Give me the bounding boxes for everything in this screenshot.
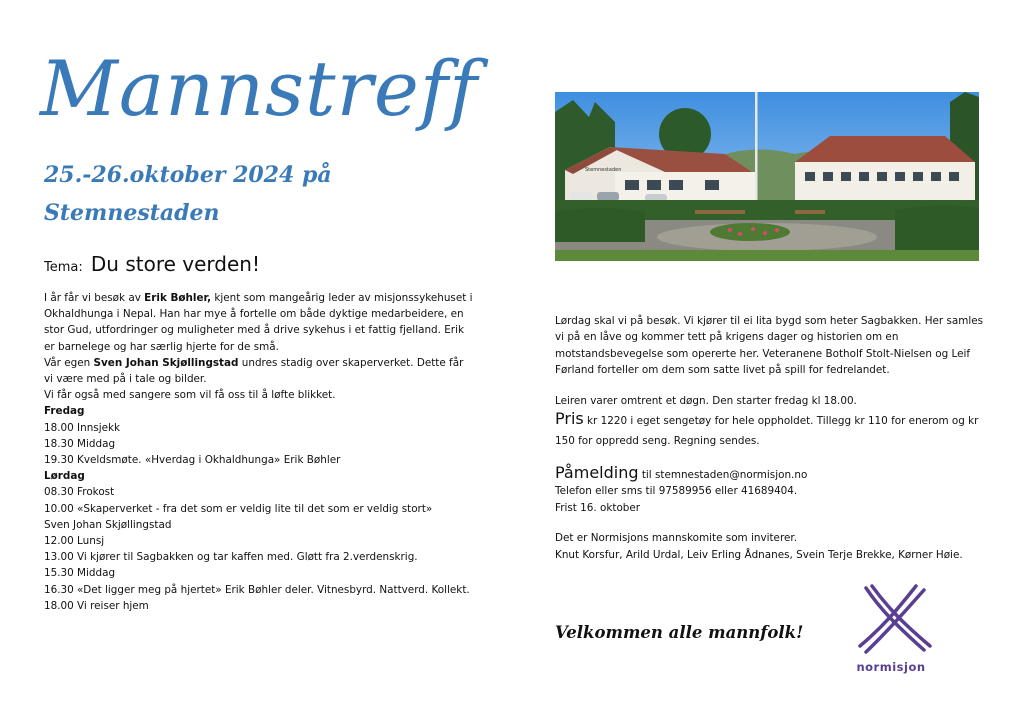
committee-text: Knut Korsfur, Arild Urdal, Leiv Erling Ådnanes, Svein Terje Brekke, Kørner Høie. (555, 548, 963, 561)
speaker-name: Erik Bøhler, (144, 292, 212, 304)
welcome-text: Velkommen alle mannfolk! (555, 623, 804, 642)
phone-text: Telefon eller sms til 97589956 eller 41689404. (555, 485, 798, 498)
price-info (555, 409, 985, 451)
intro-paragraph-2 (44, 355, 474, 387)
schedule-item: 08.30 Frokost (44, 486, 115, 499)
theme-value: Du store verden! (90, 252, 260, 276)
left-column (44, 290, 474, 614)
building-sign: Stemnestaden (585, 167, 622, 173)
theme-label: Tema: (44, 260, 83, 275)
schedule-item: 12.00 Lunsj (44, 535, 105, 548)
venue-photo-illustration (555, 92, 979, 261)
schedule-item: Sven Johan Skjøllingstad (44, 518, 172, 531)
intro-text: Vår egen (44, 356, 94, 369)
intro-text: I år får vi besøk av (44, 292, 145, 304)
schedule-item: 16.30 «Det ligger meg på hjertet» Erik Bøhler deler. Vitnesbyrd. Nattverd. Kollekt. (44, 583, 470, 596)
logo-text: normisjon (856, 660, 926, 674)
duration-text: Leiren varer omtrent et døgn. Den starter fredag kl 18.00. (555, 394, 857, 407)
deadline-text: Frist 16. oktober (555, 501, 641, 514)
event-place: Stemnestaden (44, 200, 220, 226)
registration-info (555, 465, 985, 483)
registration-label: Påmelding (555, 463, 639, 483)
schedule-item: 15.30 Middag (44, 567, 116, 580)
schedule-item: 18.30 Middag (44, 437, 116, 450)
right-column (555, 313, 985, 563)
page-title: Mannstreff (40, 44, 479, 133)
schedule (44, 403, 474, 614)
normisjon-logo (836, 580, 946, 680)
schedule-day-label: Lørdag (44, 470, 85, 483)
registration-email: til stemnestaden@normisjon.no (638, 469, 808, 482)
theme (44, 252, 260, 276)
schedule-day-label: Fredag (44, 405, 85, 418)
intro-paragraph-3: Vi får også med sangere som vil få oss til å løfte blikket. (44, 389, 336, 402)
intro-text: undres stadig over skaperverket. Dette får vi være med på i tale og bilder. (44, 356, 464, 386)
schedule-item: 19.30 Kveldsmøte. «Hverdag i Okhaldhunga» Erik Bøhler (44, 454, 341, 467)
schedule-item: 13.00 Vi kjører til Sagbakken og tar kaffen med. Gløtt fra 2.verdenskrig. (44, 551, 418, 564)
venue-photo (555, 92, 979, 261)
saturday-description: Lørdag skal vi på besøk. Vi kjører til ei lita bygd som heter Sagbakken. Her samles vi på en låve og kommer tett på krigens dager og historien om en motstandsbevegelse som opererte her. Veteranene Botholf Stolt-Nielsen og Leif Førland forteller om dem som satte livet på spill for fedrelandet. (555, 315, 984, 377)
intro-text: kjent som mangeårig leder av misjonssykehuset i Okhaldhunga i Nepal. Han har mye å fortelle om både dyktige medarbeidere, en stor Gud, utfordringer og muligheter med å drive sykehus i et fattig fjelland. Erik er barnelege og har særlig hjerte for de små. (44, 292, 473, 353)
event-date: 25.-26.oktober 2024 på (44, 162, 332, 188)
price-text: kr 1220 i eget sengetøy for hele oppholdet. Tillegg kr 110 for enerom og kr 150 for oppredd seng. Regning sendes. (555, 415, 979, 448)
normisjon-logo-icon (836, 580, 946, 660)
intro-paragraph-1 (44, 290, 474, 355)
invite-text: Det er Normisjons mannskomite som inviterer. (555, 532, 798, 545)
schedule-item: 18.00 Vi reiser hjem (44, 599, 149, 612)
schedule-item: 18.00 Innsjekk (44, 421, 121, 434)
schedule-item: 10.00 «Skaperverket - fra det som er veldig lite til det som er veldig stort» (44, 502, 433, 515)
price-label: Pris (555, 409, 584, 429)
speaker-name: Sven Johan Skjøllingstad (93, 356, 239, 369)
